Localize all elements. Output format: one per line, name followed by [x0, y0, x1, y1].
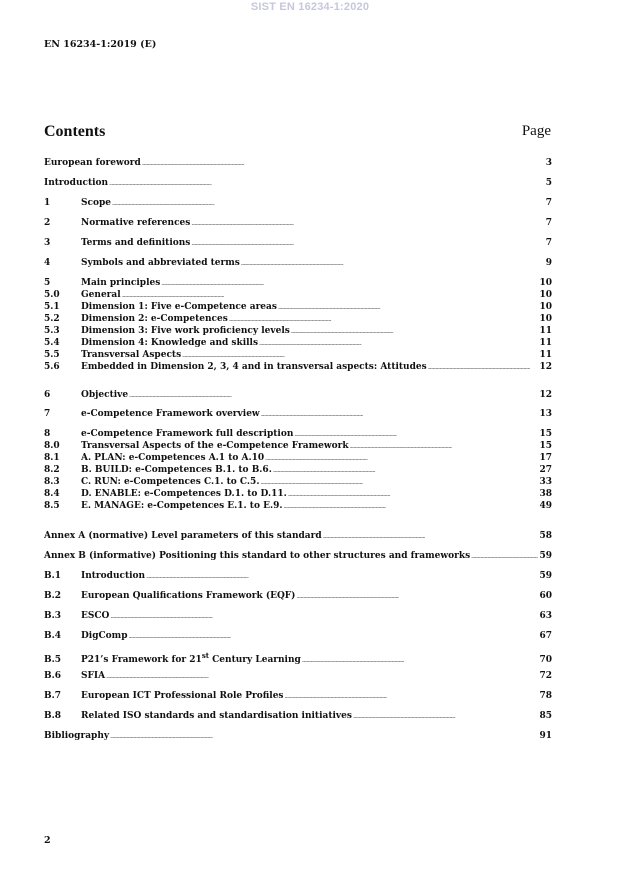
- toc-entry-title: [81, 277, 160, 289]
- toc-entry-title: [81, 289, 121, 301]
- toc-entry-title: [81, 488, 287, 500]
- toc-entry-title: [44, 157, 141, 169]
- toc-entry-number: 8.4: [44, 489, 60, 499]
- toc-leader-dots: [302, 654, 539, 667]
- toc-leader-dots: [471, 550, 538, 563]
- toc-leader-dots: [109, 177, 545, 190]
- toc-entry-title: [81, 500, 283, 512]
- toc-entry[interactable]: [44, 408, 552, 420]
- toc-entry-title: [81, 452, 264, 464]
- toc-entry-title-text: P21’s Framework for 21: [81, 655, 202, 665]
- toc-leader-dots: [112, 197, 545, 210]
- toc-entry-number: 8.2: [44, 465, 60, 475]
- toc-entry[interactable]: [44, 313, 552, 325]
- toc-entry-page: 58: [539, 531, 552, 541]
- toc-entry[interactable]: [44, 157, 552, 169]
- toc-leader-dots: [353, 710, 539, 723]
- toc-entry-title-text: Embedded in Dimension 2, 3, 4 and in transversal aspects: Attitudes: [81, 362, 427, 372]
- toc-entry[interactable]: [44, 670, 552, 682]
- toc-entry-title: [81, 650, 301, 666]
- toc-entry-superscript: st: [201, 651, 210, 660]
- page-column-label: Page: [521, 123, 551, 139]
- toc-entry[interactable]: [44, 488, 552, 500]
- toc-entry-page: 60: [539, 591, 552, 601]
- toc-entry-page: 59: [539, 551, 552, 561]
- toc-entry-page: 27: [539, 465, 552, 475]
- toc-entry-page: 12: [539, 362, 552, 372]
- toc-entry-title: [81, 630, 128, 642]
- toc-entry-page: 10: [539, 314, 552, 324]
- toc-entry-title: [81, 257, 240, 269]
- toc-entry-number: 5.4: [44, 338, 60, 348]
- toc-entry-number: 8: [44, 429, 51, 439]
- toc-entry[interactable]: [44, 177, 552, 189]
- toc-entry[interactable]: [44, 197, 552, 209]
- toc-entry-title-text: Introduction: [44, 178, 109, 188]
- toc-entry-title: [81, 610, 109, 622]
- toc-entry[interactable]: [44, 440, 552, 452]
- toc-entry-page: 49: [539, 501, 552, 511]
- toc-entry-title-text: European Qualifications Framework (EQF): [81, 591, 296, 601]
- toc-entry-page: 17: [539, 453, 552, 463]
- toc-entry[interactable]: [44, 301, 552, 313]
- toc-entry-number: 5.6: [44, 362, 60, 372]
- toc-entry-page: 67: [539, 631, 552, 641]
- toc-entry-number: B.6: [44, 671, 62, 681]
- toc-entry-title-text: Objective: [81, 390, 129, 400]
- toc-entry-number: 6: [44, 390, 51, 400]
- toc-entry[interactable]: [44, 690, 552, 702]
- toc-entry-page: 91: [539, 731, 552, 741]
- toc-entry[interactable]: [44, 476, 552, 488]
- toc-entry-title-text: A. PLAN: e-Competences A.1 to A.10: [81, 453, 265, 463]
- toc-entry-title-text: D. ENABLE: e-Competences D.1. to D.11.: [81, 489, 287, 499]
- toc-entry-page: 78: [539, 691, 552, 701]
- toc-entry-page: 11: [539, 326, 552, 336]
- watermark: SIST EN 16234-1:2020: [250, 1, 370, 13]
- toc-entry-title-text: Bibliography: [44, 731, 110, 741]
- toc-entry-title-text: Transversal Aspects of the e-Competence Framework: [81, 441, 349, 451]
- toc-entry-title-text: Scope: [81, 198, 112, 208]
- toc-entry-number: 8.3: [44, 477, 60, 487]
- toc-entry-number: 8.5: [44, 501, 60, 511]
- toc-entry-title-text: Main principles: [81, 278, 161, 288]
- toc-entry-number: 2: [44, 218, 51, 228]
- toc-entry-number: B.1: [44, 571, 62, 581]
- toc-entry[interactable]: [44, 710, 552, 722]
- toc-entry[interactable]: [44, 237, 552, 249]
- toc-entry-number: 3: [44, 238, 51, 248]
- toc-entry-title-text: European ICT Professional Role Profiles: [81, 691, 284, 701]
- toc-entry-title-text: C. RUN: e-Competences C.1. to C.5.: [81, 477, 260, 487]
- toc-entry-page: 9: [545, 258, 552, 268]
- toc-entry[interactable]: [44, 550, 552, 562]
- toc-entry-title-text: e-Competence Framework overview: [81, 409, 260, 419]
- toc-entry-title-text: Dimension 3: Five work proficiency levels: [81, 326, 290, 336]
- toc-entry-page: 3: [545, 158, 552, 168]
- toc-entry-title: [81, 237, 190, 249]
- toc-entry[interactable]: [44, 361, 552, 373]
- toc-entry[interactable]: [44, 349, 552, 361]
- toc-entry[interactable]: [44, 217, 552, 229]
- toc-entry-number: B.7: [44, 691, 62, 701]
- toc-entry[interactable]: [44, 389, 552, 401]
- toc-entry-title: [44, 177, 108, 189]
- toc-entry-title-text: SFIA: [81, 671, 106, 681]
- toc-leader-dots: [142, 157, 545, 170]
- toc-entry-title-text: General: [81, 290, 121, 300]
- toc-leader-dots: [146, 570, 538, 583]
- toc-leader-dots: [323, 530, 539, 543]
- toc-entry-title-text: Terms and definitions: [81, 238, 191, 248]
- toc-entry-page: 15: [539, 429, 552, 439]
- toc-entry-title: [81, 301, 277, 313]
- toc-entry[interactable]: [44, 590, 552, 602]
- toc-entry-title-text: Introduction: [81, 571, 146, 581]
- toc-entry-number: B.3: [44, 611, 62, 621]
- toc-entry[interactable]: [44, 277, 552, 289]
- toc-entry-number: 5: [44, 278, 51, 288]
- toc-entry[interactable]: [44, 500, 552, 512]
- toc-leader-dots: [110, 610, 538, 623]
- toc-entry-number: 5.3: [44, 326, 60, 336]
- toc-entry-title: [81, 428, 293, 440]
- toc-entry[interactable]: [44, 650, 552, 665]
- toc-entry-page: 59: [539, 571, 552, 581]
- toc-entry-page: 38: [539, 489, 552, 499]
- toc-entry-title: [44, 730, 109, 742]
- toc-entry-title-text: Century Learning: [209, 655, 301, 665]
- toc-leader-dots: [284, 500, 539, 513]
- toc-entry-title: [81, 710, 352, 722]
- toc-entry-page: 11: [539, 350, 552, 360]
- toc-entry-title-text: Transversal Aspects: [81, 350, 182, 360]
- toc-entry[interactable]: [44, 570, 552, 582]
- toc-entry-title: [81, 408, 260, 420]
- page-number: 2: [44, 835, 51, 846]
- toc-entry[interactable]: [44, 530, 552, 542]
- toc-entry-page: 5: [545, 178, 552, 188]
- toc-entry[interactable]: [44, 337, 552, 349]
- toc-entry-title: [81, 313, 228, 325]
- toc-entry-number: 5.5: [44, 350, 60, 360]
- toc-entry-page: 7: [545, 198, 552, 208]
- toc-entry-title: [81, 349, 181, 361]
- toc-entry[interactable]: [44, 730, 552, 742]
- toc-leader-dots: [296, 590, 538, 603]
- toc-entry-title: [81, 440, 349, 452]
- toc-entry-title: [81, 690, 284, 702]
- toc-entry-title: [44, 530, 322, 542]
- toc-leader-dots: [241, 257, 545, 270]
- toc-entry-number: 5.1: [44, 302, 60, 312]
- toc-leader-dots: [191, 217, 544, 230]
- toc-leader-dots: [110, 730, 538, 743]
- toc-entry-number: 4: [44, 258, 51, 268]
- toc-entry[interactable]: [44, 452, 552, 464]
- toc-entry-title-text: ESCO: [81, 611, 110, 621]
- toc-entry-title-text: B. BUILD: e-Competences B.1. to B.6.: [81, 465, 272, 475]
- toc-entry-page: 33: [539, 477, 552, 487]
- toc-entry-number: 8.1: [44, 453, 60, 463]
- toc-entry-title: [44, 550, 470, 562]
- toc-entry-page: 10: [539, 278, 552, 288]
- toc-entry-number: 5.0: [44, 290, 60, 300]
- toc-entry-page: 12: [539, 390, 552, 400]
- toc-entry-page: 15: [539, 441, 552, 451]
- toc-entry-title-text: Dimension 1: Five e-Competence areas: [81, 302, 277, 312]
- toc-entry[interactable]: [44, 610, 552, 622]
- toc-entry-number: B.2: [44, 591, 62, 601]
- toc-leader-dots: [285, 690, 539, 703]
- toc-entry[interactable]: [44, 289, 552, 301]
- toc-entry[interactable]: [44, 630, 552, 642]
- toc-entry[interactable]: [44, 257, 552, 269]
- toc-entry[interactable]: [44, 464, 552, 476]
- toc-entry-page: 72: [539, 671, 552, 681]
- toc-entry-page: 13: [539, 409, 552, 419]
- toc-entry-title: [81, 464, 272, 476]
- toc-entry-title: [81, 590, 295, 602]
- toc-entry-title-text: Annex B (informative) Positioning this standard to other structures and frameworks: [44, 551, 471, 561]
- toc-entry-page: 85: [539, 711, 552, 721]
- toc-entry[interactable]: [44, 325, 552, 337]
- toc-entry-number: 8.0: [44, 441, 60, 451]
- toc-entry-number: 5.2: [44, 314, 60, 324]
- toc-entry-title: [81, 389, 128, 401]
- toc-entry-title-text: E. MANAGE: e-Competences E.1. to E.9.: [81, 501, 283, 511]
- toc-entry-title: [81, 476, 259, 488]
- contents-title: Contents: [44, 123, 106, 140]
- toc-entry[interactable]: [44, 428, 552, 440]
- toc-leader-dots: [106, 670, 538, 683]
- toc-entry-number: 7: [44, 409, 51, 419]
- toc-leader-dots: [191, 237, 544, 250]
- toc-entry-title: [81, 197, 111, 209]
- toc-leader-dots: [261, 408, 539, 421]
- toc-entry-title-text: Symbols and abbreviated terms: [81, 258, 240, 268]
- toc-leader-dots: [428, 361, 539, 374]
- toc-entry-page: 11: [539, 338, 552, 348]
- toc-entry-title-text: Dimension 4: Knowledge and skills: [81, 338, 259, 348]
- toc-entry-title-text: Related ISO standards and standardisation initiatives: [81, 711, 352, 721]
- toc-entry-page: 70: [539, 655, 552, 665]
- toc-entry-title: [81, 325, 290, 337]
- toc-entry-title-text: Dimension 2: e-Competences: [81, 314, 228, 324]
- toc-entry-title: [81, 217, 190, 229]
- toc-entry-number: B.8: [44, 711, 62, 721]
- toc-entry-title-text: European foreword: [44, 158, 141, 168]
- toc-entry-number: 1: [44, 198, 51, 208]
- toc-entry-page: 10: [539, 302, 552, 312]
- toc-entry-title: [81, 337, 258, 349]
- toc-entry-title: [81, 670, 105, 682]
- toc-entry-title-text: e-Competence Framework full description: [81, 429, 294, 439]
- document-id-header: EN 16234-1:2019 (E): [44, 39, 157, 50]
- toc-leader-dots: [129, 389, 538, 402]
- toc-entry-number: B.5: [44, 655, 62, 665]
- toc-entry-page: 7: [545, 218, 552, 228]
- toc-entry-number: B.4: [44, 631, 62, 641]
- toc-entry-title-text: Normative references: [81, 218, 191, 228]
- toc-entry-title: [81, 361, 427, 373]
- toc-entry-title: [81, 570, 145, 582]
- toc-entry-page: 63: [539, 611, 552, 621]
- toc-leader-dots: [129, 630, 539, 643]
- toc-entry-title-text: DigComp: [81, 631, 128, 641]
- toc-entry-page: 10: [539, 290, 552, 300]
- toc-entry-title-text: Annex A (normative) Level parameters of this standard: [44, 531, 322, 541]
- toc-entry-page: 7: [545, 238, 552, 248]
